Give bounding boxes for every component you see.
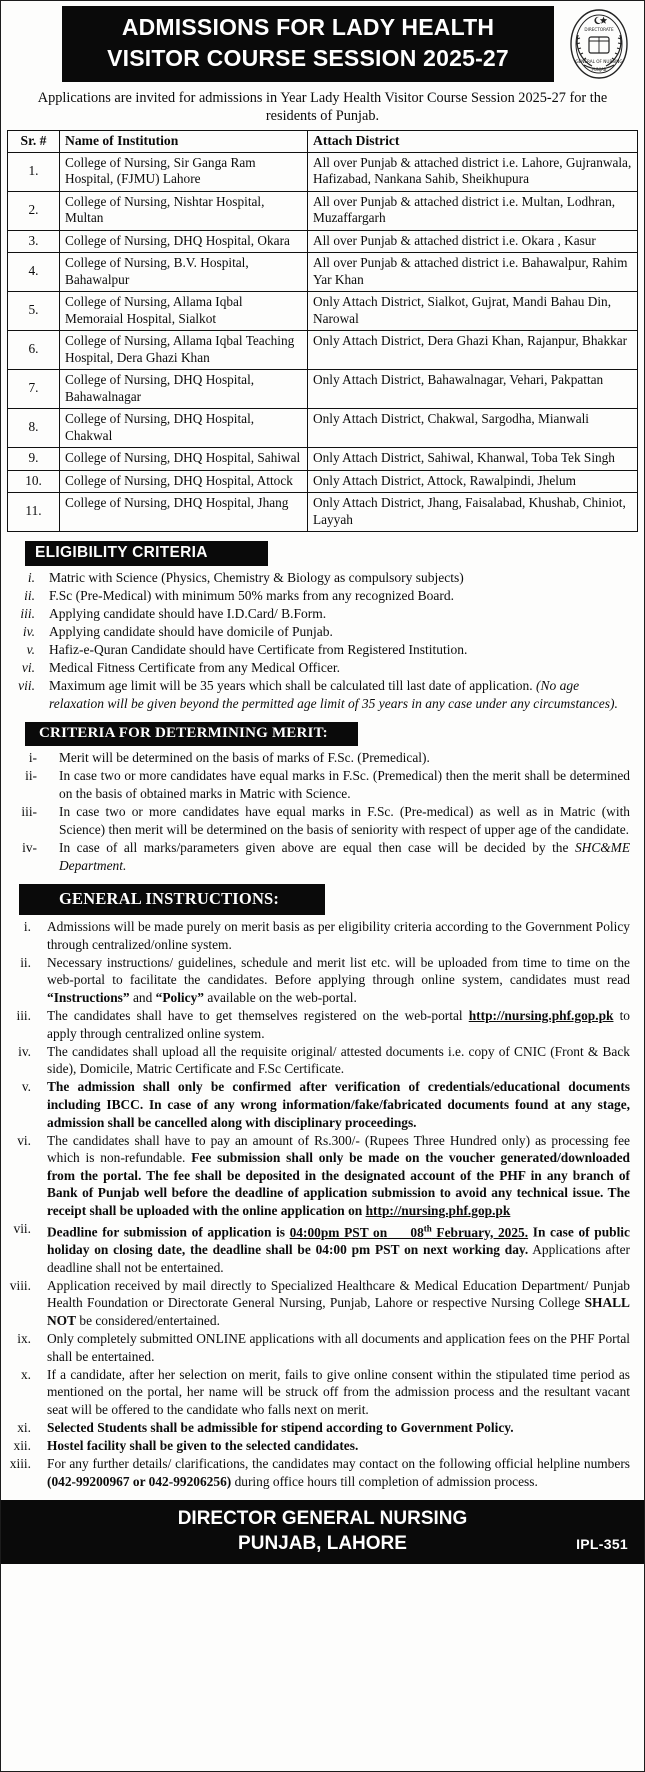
merit-list-item <box>1 749 644 767</box>
list-item-italic-note: SHC&ME Department. <box>59 840 630 873</box>
table-row <box>8 191 638 230</box>
cell-attach-district: All over Punjab & attached district i.e. Multan, Lodhran, Muzaffargarh <box>308 191 638 230</box>
list-item-text: Matric with Science (Physics, Chemistry & Biology as compulsory subjects) <box>49 570 464 585</box>
eligibility-list-item <box>1 623 644 641</box>
table-row <box>8 253 638 292</box>
list-item-text: Deadline for submission of application is 04:00pm PST on 08th February, 2025. In case of public holiday on closing date, the deadline shall be 04:00 pm PST on next working day. Applications after deadline shall not be entertained. <box>47 1223 630 1275</box>
list-marker: iv- <box>22 840 37 855</box>
list-marker: ix. <box>17 1331 31 1347</box>
list-item-text: Medical Fitness Certificate from any Medical Officer. <box>49 660 341 675</box>
list-item-text: In case of all marks/parameters given above are equal then case will be decided by the SHC&ME Department. <box>59 840 630 873</box>
list-marker: vii. <box>13 1221 31 1237</box>
general-instruction-item <box>1 1078 644 1131</box>
general-instruction-item <box>1 1007 644 1042</box>
list-item-text: Applying candidate should have domicile of Punjab. <box>49 624 333 639</box>
general-instructions-heading: GENERAL INSTRUCTIONS: <box>19 884 325 915</box>
list-item-text: The admission shall only be confirmed after verification of credentials/educational documents including IBCC. In case of any wrong information/fake/fabricated documents found at any stage, admission shall be cancelled along with disciplinary proceedings. <box>47 1079 630 1130</box>
cell-institution-name: College of Nursing, DHQ Hospital, Jhang <box>60 493 308 532</box>
cell-institution-name: College of Nursing, DHQ Hospital, Bahawalnagar <box>60 370 308 409</box>
list-item-text: Necessary instructions/ guidelines, schedule and merit list etc. will be uploaded from time to time on the web-portal to facilitate the candidates. Before applying through online system, candidates must read “Instructions” and “Policy” available on the web-portal. <box>47 954 630 1005</box>
cell-institution-name: College of Nursing, Nishtar Hospital, Multan <box>60 191 308 230</box>
cell-serial-number: 7. <box>8 370 60 409</box>
eligibility-criteria-heading: ELIGIBILITY CRITERIA <box>25 541 268 566</box>
intro-paragraph: Applications are invited for admissions in Year Lady Health Visitor Course Session 2025-27 for the residents of Punjab. <box>37 90 608 124</box>
eligibility-list-item <box>1 569 644 587</box>
merit-list-item <box>1 767 644 802</box>
general-instruction-item <box>1 1132 644 1220</box>
cell-serial-number: 3. <box>8 230 60 253</box>
general-instruction-item <box>1 1366 644 1419</box>
merit-list-item <box>1 839 644 874</box>
general-instruction-item <box>1 1437 644 1455</box>
cell-institution-name: College of Nursing, DHQ Hospital, Attock <box>60 470 308 493</box>
list-marker: iv. <box>22 624 35 639</box>
institutions-table-body <box>8 152 638 532</box>
punjab-government-crest-icon <box>560 6 638 82</box>
list-marker: vii. <box>18 678 35 693</box>
list-marker: vi. <box>17 1132 31 1148</box>
merit-list-item <box>1 803 644 838</box>
eligibility-list-item <box>1 677 644 712</box>
list-marker: xi. <box>17 1420 31 1436</box>
eligibility-list-item <box>1 641 644 659</box>
merit-criteria-heading: CRITERIA FOR DETERMINING MERIT: <box>25 722 358 746</box>
cell-attach-district: Only Attach District, Attock, Rawalpindi, Jhelum <box>308 470 638 493</box>
column-header-sr: Sr. # <box>8 131 60 153</box>
column-header-district: Attach District <box>308 131 638 153</box>
list-marker: v. <box>26 642 35 657</box>
cell-attach-district: Only Attach District, Dera Ghazi Khan, Rajanpur, Bhakkar <box>308 331 638 370</box>
list-item-text: In case two or more candidates have equal marks in F.Sc. (Pre-medical) as well as in Matric (with Science) then merit will be determined on the basis of seniority with respect of upper age of the candidate. <box>59 804 630 837</box>
page-title-line-1: ADMISSIONS FOR LADY HEALTH <box>121 14 495 40</box>
table-row <box>8 493 638 532</box>
list-marker: vi. <box>21 660 35 675</box>
cell-attach-district: Only Attach District, Sialkot, Gujrat, Mandi Bahau Din, Narowal <box>308 292 638 331</box>
table-row <box>8 448 638 471</box>
list-item-text: Only completely submitted ONLINE applications with all documents and application fees on the PHF Portal shall be entertained. <box>47 1331 630 1364</box>
cell-serial-number: 2. <box>8 191 60 230</box>
general-instruction-item <box>1 1419 644 1437</box>
list-item-text: Admissions will be made purely on merit basis as per eligibility criteria according to the Government Policy through centralized/online system. <box>47 919 630 952</box>
list-marker: xii. <box>13 1438 31 1454</box>
list-marker: iii. <box>20 606 35 621</box>
list-marker: ii- <box>25 768 37 783</box>
institutions-table-wrapper <box>1 130 644 532</box>
list-marker: i- <box>28 749 37 765</box>
list-item-text: F.Sc (Pre-Medical) with minimum 50% marks from any recognized Board. <box>49 588 454 603</box>
cell-attach-district: Only Attach District, Jhang, Faisalabad, Khushab, Chiniot, Layyah <box>308 493 638 532</box>
cell-serial-number: 11. <box>8 493 60 532</box>
list-marker: v. <box>21 1079 31 1095</box>
eligibility-list-item <box>1 659 644 677</box>
footer-reference-code: IPL-351 <box>576 1536 628 1553</box>
cell-serial-number: 5. <box>8 292 60 331</box>
list-item-text: Merit will be determined on the basis of marks of F.Sc. (Premedical). <box>59 749 430 765</box>
page-title-line-2: VISITOR COURSE SESSION 2025-27 <box>107 45 509 71</box>
general-instruction-item <box>1 918 644 953</box>
cell-institution-name: College of Nursing, Allama Iqbal Teaching Hospital, Dera Ghazi Khan <box>60 331 308 370</box>
list-item-text: Maximum age limit will be 35 years which shall be calculated till last date of application. (No age relaxation will be given beyond the permitted age limit of 35 years in any case under any circumstances). <box>49 678 618 711</box>
cell-serial-number: 10. <box>8 470 60 493</box>
list-item-text: The candidates shall upload all the requisite original/ attested documents i.e. copy of CNIC (Front & Back side), Domicile, Matric Certificate and F.Sc Certificate. <box>47 1043 630 1077</box>
cell-institution-name: College of Nursing, DHQ Hospital, Chakwal <box>60 409 308 448</box>
list-item-text: If a candidate, after her selection on merit, fails to give online consent within the stipulated time period as mentioned on the portal, her name will be struck off from the admission process and the resultant vacant seat will be offered to the candidate who falls next on merit. <box>47 1366 630 1417</box>
list-marker: ii. <box>20 954 31 970</box>
cell-attach-district: All over Punjab & attached district i.e. Okara , Kasur <box>308 230 638 253</box>
svg-text:DIRECTORATE: DIRECTORATE <box>584 27 614 32</box>
cell-attach-district: Only Attach District, Sahiwal, Khanwal, Toba Tek Singh <box>308 448 638 471</box>
list-marker: iii. <box>16 1007 31 1023</box>
cell-serial-number: 6. <box>8 331 60 370</box>
cell-attach-district: Only Attach District, Bahawalnagar, Vehari, Pakpattan <box>308 370 638 409</box>
table-row <box>8 152 638 191</box>
list-marker: i. <box>27 570 35 585</box>
svg-text:PUNJAB: PUNJAB <box>591 67 607 72</box>
table-row <box>8 470 638 493</box>
list-marker: xiii. <box>9 1456 31 1472</box>
cell-serial-number: 4. <box>8 253 60 292</box>
footer-line-2: PUNJAB, LAHORE <box>238 1533 407 1555</box>
list-item-text: Hostel facility shall be given to the selected candidates. <box>47 1438 359 1454</box>
list-marker: ii. <box>24 588 35 603</box>
general-instructions-list <box>1 918 644 1490</box>
list-marker: viii. <box>9 1277 31 1293</box>
cell-institution-name: College of Nursing, B.V. Hospital, Bahawalpur <box>60 253 308 292</box>
general-instruction-item <box>1 1277 644 1330</box>
list-marker: x. <box>20 1366 31 1382</box>
table-header-row <box>8 131 638 153</box>
svg-text:GENERAL OF NURSING: GENERAL OF NURSING <box>575 59 623 64</box>
cell-attach-district: All over Punjab & attached district i.e. Lahore, Gujranwala, Hafizabad, Nankana Sahib, Sheikhupura <box>308 152 638 191</box>
list-marker: iii- <box>21 804 37 819</box>
cell-attach-district: All over Punjab & attached district i.e. Bahawalpur, Rahim Yar Khan <box>308 253 638 292</box>
general-instruction-item <box>1 1220 644 1276</box>
eligibility-list-item <box>1 605 644 623</box>
list-item-text: The candidates shall have to pay an amount of Rs.300/- (Rupees Three Hundred only) as processing fee which is non-refundable. Fee submission shall only be made on the voucher generated/downloaded from the portal. The fee shall be deposited in the designated account of the PHF in any branch of Bank of Punjab well before the deadline of application submission to avoid any technical issue. The receipt shall be uploaded with the online application on http://nursing.phf.gop.pk <box>47 1132 631 1218</box>
cell-attach-district: Only Attach District, Chakwal, Sargodha, Mianwali <box>308 409 638 448</box>
list-item-italic-note: (No age relaxation will be given beyond the permitted age limit of 35 years in any case under any circumstances). <box>49 678 618 711</box>
cell-serial-number: 8. <box>8 409 60 448</box>
list-marker: iv. <box>18 1043 31 1059</box>
table-row <box>8 409 638 448</box>
eligibility-list-item <box>1 587 644 605</box>
merit-criteria-list <box>1 749 644 875</box>
table-row <box>8 331 638 370</box>
eligibility-criteria-list <box>1 569 644 712</box>
list-item-text: Application received by mail directly to Specialized Healthcare & Medical Education Department/ Punjab Health Foundation or Directorate General Nursing, Punjab, Lahore or respective Nursing College SHALL NOT be considered/entertained. <box>47 1277 630 1329</box>
cell-serial-number: 1. <box>8 152 60 191</box>
list-item-text: Hafiz-e-Quran Candidate should have Certificate from Registered Institution. <box>49 642 468 657</box>
list-item-text: Applying candidate should have I.D.Card/ B.Form. <box>49 606 327 621</box>
general-instruction-item <box>1 1330 644 1365</box>
footer-line-1: DIRECTOR GENERAL NURSING <box>177 1508 468 1530</box>
general-instruction-item <box>1 1455 644 1490</box>
list-item-text: The candidates shall have to get themselves registered on the web-portal http://nursing.phf.gop.pk to apply through centralized online system. <box>47 1007 630 1041</box>
page-footer <box>1 1500 644 1564</box>
table-row <box>8 292 638 331</box>
page-header <box>1 1 644 85</box>
general-instruction-item <box>1 1043 644 1078</box>
cell-institution-name: College of Nursing, Sir Ganga Ram Hospital, (FJMU) Lahore <box>60 152 308 191</box>
general-instruction-item <box>1 954 644 1007</box>
list-item-text: In case two or more candidates have equal marks in F.Sc. (Premedical) then the merit shall be determined on the basis of obtained marks in Matric with Science. <box>59 768 630 801</box>
cell-institution-name: College of Nursing, DHQ Hospital, Okara <box>60 230 308 253</box>
table-row <box>8 370 638 409</box>
list-item-text: For any further details/ clarifications, the candidates may contact on the following official helpline numbers (042-99200967 or 042-99206256) during office hours till completion of admission process. <box>47 1456 630 1489</box>
column-header-institution: Name of Institution <box>60 131 308 153</box>
cell-serial-number: 9. <box>8 448 60 471</box>
cell-institution-name: College of Nursing, Allama Iqbal Memoraial Hospital, Sialkot <box>60 292 308 331</box>
list-marker: i. <box>23 919 31 934</box>
list-item-text: Selected Students shall be admissible for stipend according to Government Policy. <box>47 1420 514 1436</box>
page-title-banner <box>62 6 554 82</box>
table-row <box>8 230 638 253</box>
cell-institution-name: College of Nursing, DHQ Hospital, Sahiwal <box>60 448 308 471</box>
institutions-table <box>7 130 638 532</box>
